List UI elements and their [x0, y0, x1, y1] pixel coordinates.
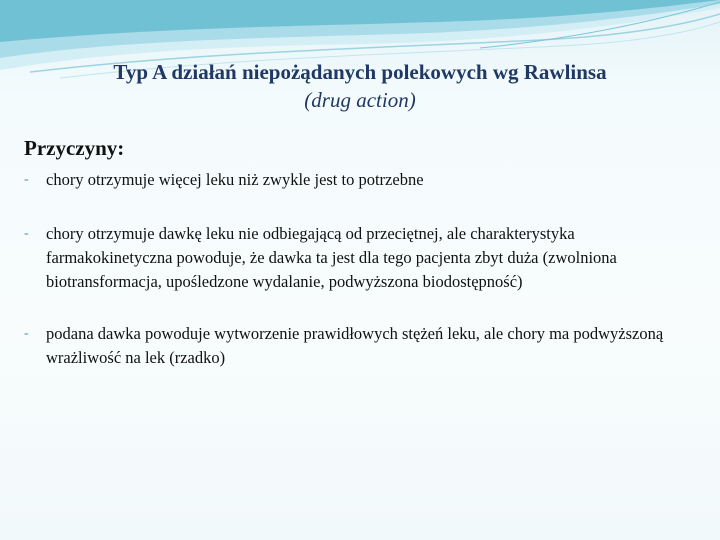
cause-text-2: chory otrzymuje dawkę leku nie odbiegającą od przeciętnej, ale charakterystyka farmakokinetyczna powoduje, że dawka ta jest dla tego pacjenta zbyt duża (zwolniona biotransformacja, upośledzone wydalanie, podwyższona biodostępność): [46, 224, 617, 291]
section-heading-causes: Przyczyny:: [24, 136, 125, 160]
causes-list: [24, 168, 694, 400]
bullet-dash: -: [24, 172, 29, 187]
bullet-dash: -: [24, 226, 29, 241]
slide-title-line1: Typ A działań niepożądanych polekowych wg Rawlinsa: [113, 60, 607, 84]
cause-item-2: [24, 222, 694, 294]
cause-text-1: chory otrzymuje więcej leku niż zwykle jest to potrzebne: [46, 170, 424, 189]
cause-item-3: [24, 322, 694, 370]
cause-item-1: [24, 168, 694, 192]
slide-title: [0, 58, 720, 114]
slide-title-line2: (drug action): [304, 88, 416, 112]
cause-text-3: podana dawka powoduje wytworzenie prawidłowych stężeń leku, ale chory ma podwyższoną wrażliwość na lek (rzadko): [46, 324, 664, 367]
bullet-dash: -: [24, 326, 29, 341]
